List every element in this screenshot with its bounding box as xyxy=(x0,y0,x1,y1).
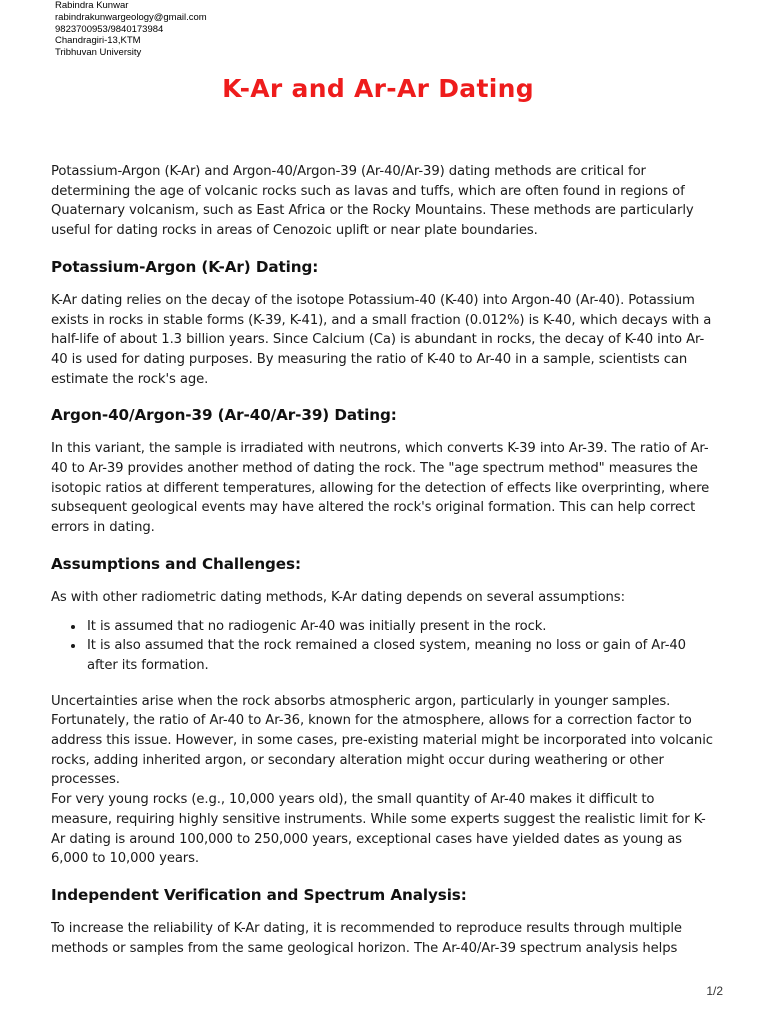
document-title: K-Ar and Ar-Ar Dating xyxy=(222,74,534,103)
author-email: rabindrakunwargeology@gmail.com xyxy=(55,11,207,23)
section-heading-kar: Potassium-Argon (K-Ar) Dating: xyxy=(51,257,319,276)
author-address: Chandragiri-13,KTM xyxy=(55,35,141,47)
page-number: 1/2 xyxy=(706,984,723,998)
list-item: • It is assumed that no radiogenic Ar-40 was initially present in the rock. xyxy=(85,617,717,637)
assumptions-intro: As with other radiometric dating methods, K-Ar dating depends on several assumptions: xyxy=(51,589,625,605)
author-phone: 9823700953/9840173984 xyxy=(55,23,164,35)
author-university: Tribhuvan University xyxy=(55,47,142,59)
author-name: Rabindra Kunwar xyxy=(55,0,129,11)
author-info xyxy=(55,0,207,59)
section-heading-verification: Independent Verification and Spectrum Analysis: xyxy=(51,885,467,904)
assumptions-list xyxy=(51,617,717,676)
list-item: • It is also assumed that the rock remained a closed system, meaning no loss or gain of Ar-40 after its formation. xyxy=(85,636,717,675)
document-body xyxy=(51,162,717,974)
assumptions-paragraph-1: Uncertainties arise when the rock absorbs atmospheric argon, particularly in younger samples. Fortunately, the ratio of Ar-40 to Ar-36, known for the atmosphere, allows for a correction factor to address this issue. However, in some cases, pre-existing material might be incorporated into volcanic rocks, adding inherited argon, or secondary alteration might occur during weathering or other processes. xyxy=(51,693,713,788)
section-heading-arar: Argon-40/Argon-39 (Ar-40/Ar-39) Dating: xyxy=(51,406,397,425)
section-heading-assumptions: Assumptions and Challenges: xyxy=(51,554,301,573)
section-body-kar: K-Ar dating relies on the decay of the isotope Potassium-40 (K-40) into Argon-40 (Ar-40). Potassium exists in rocks in stable forms (K-39, K-41), and a small fraction (0.012%) is K-40, which decays with a half-life of about 1.3 billion years. Since Calcium (Ca) is abundant in rocks, the decay of K-40 into Ar-40 is used for dating purposes. By measuring the ratio of K-40 to Ar-40 in a sample, scientists can estimate the rock's age. xyxy=(51,292,712,387)
section-body-arar: In this variant, the sample is irradiated with neutrons, which converts K-39 into Ar-39. The ratio of Ar-40 to Ar-39 provides another method of dating the rock. The "age spectrum method" measures the isotopic ratios at different temperatures, allowing for the detection of effects like overprinting, where subsequent geological events may have altered the rock's original formation. This can help correct errors in dating. xyxy=(51,441,710,536)
intro-paragraph: Potassium-Argon (K-Ar) and Argon-40/Argon-39 (Ar-40/Ar-39) dating methods are critical for determining the age of volcanic rocks such as lavas and tuffs, which are often found in regions of Quaternary volcanism, such as East Africa or the Rocky Mountains. These methods are particularly useful for dating rocks in areas of Cenozoic uplift or near plate boundaries. xyxy=(51,164,694,239)
assumptions-paragraph-2: For very young rocks (e.g., 10,000 years old), the small quantity of Ar-40 makes it difficult to measure, requiring highly sensitive instruments. While some experts suggest the realistic limit for K-Ar dating is around 100,000 to 250,000 years, exceptional cases have yielded dates as young as 6,000 to 10,000 years. xyxy=(51,792,706,867)
section-body-verification: To increase the reliability of K-Ar dating, it is recommended to reproduce results through multiple methods or samples from the same geological horizon. The Ar-40/Ar-39 spectrum analysis helps xyxy=(51,920,682,956)
